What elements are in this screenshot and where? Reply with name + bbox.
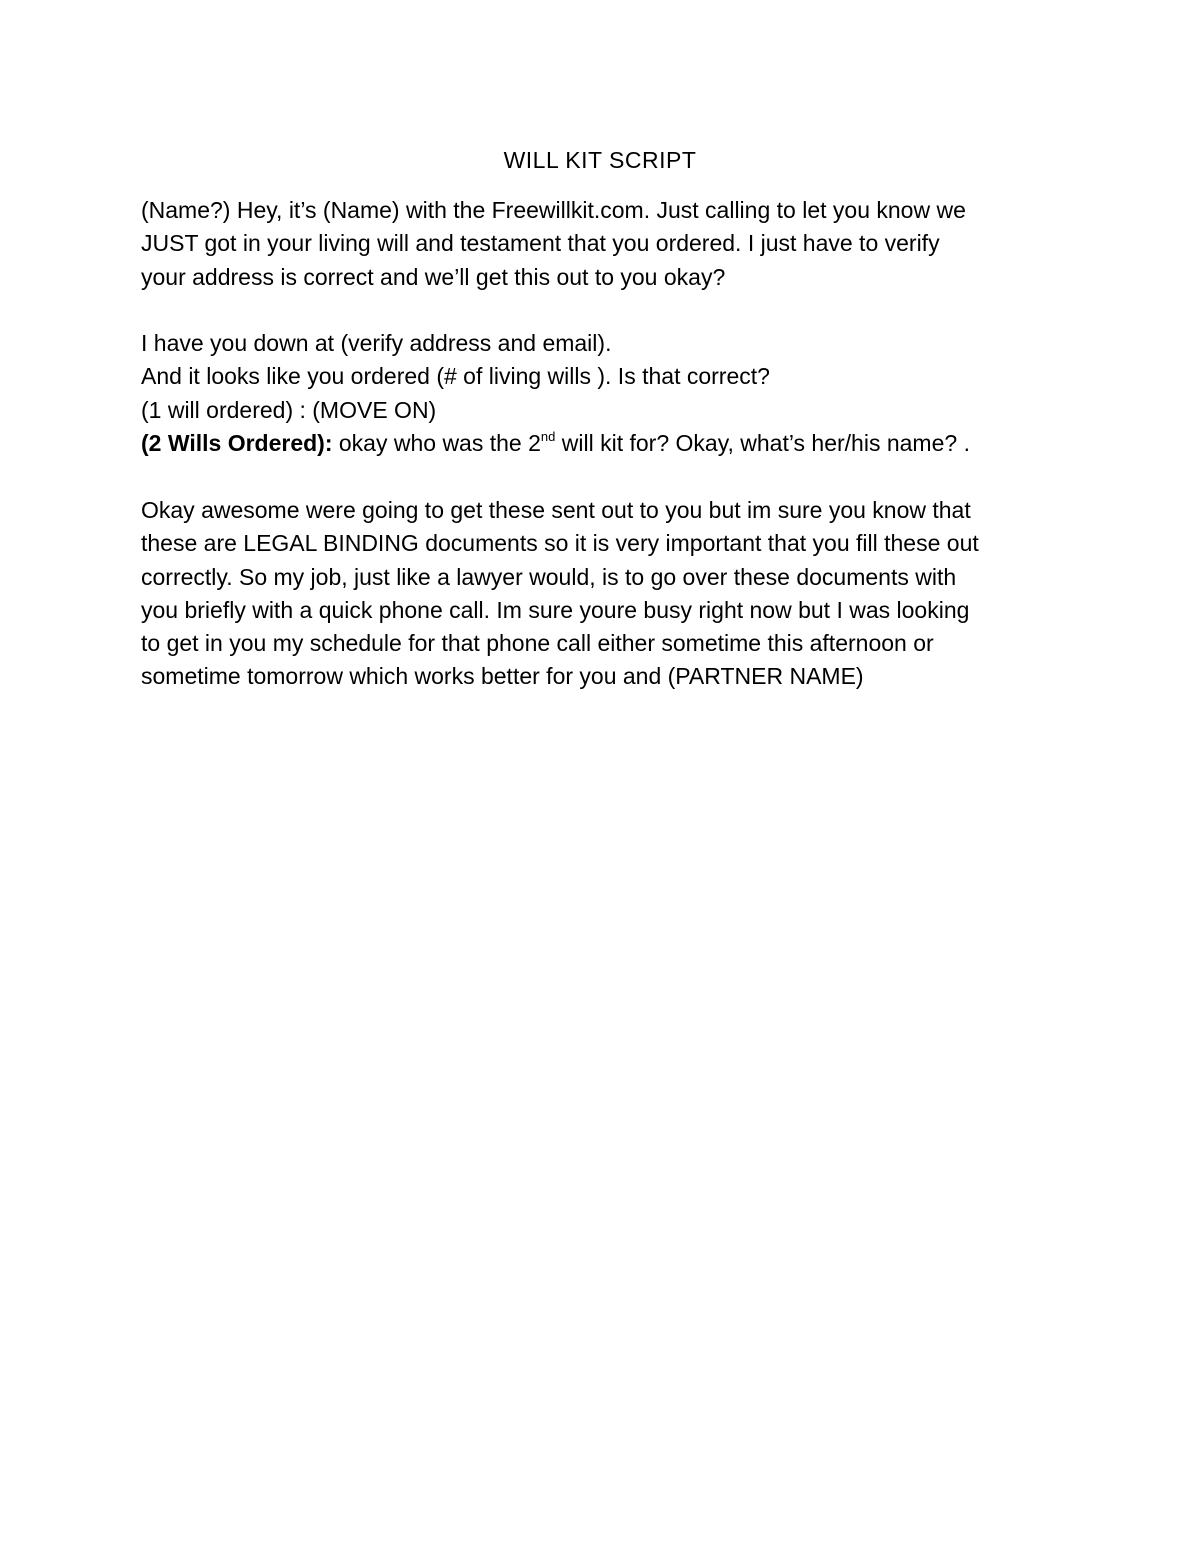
closing-line-4: you briefly with a quick phone call. Im sure youre busy right now but I was looking bbox=[141, 596, 970, 623]
intro-paragraph bbox=[141, 194, 1081, 294]
two-wills-label: (2 Wills Ordered): bbox=[141, 429, 333, 456]
wills-ordered-question-line: And it looks like you ordered (# of living wills ). Is that correct? bbox=[141, 363, 770, 390]
closing-line-1: Okay awesome were going to get these sent out to you but im sure you know that bbox=[141, 497, 971, 523]
closing-line-5: to get in you my schedule for that phone call either sometime this afternoon or bbox=[141, 630, 934, 657]
verify-address-line: I have you down at (verify address and email). bbox=[141, 330, 612, 356]
document-title: WILL KIT SCRIPT bbox=[503, 147, 697, 173]
intro-line-2: JUST got in your living will and testament that you ordered. I just have to verify bbox=[141, 230, 940, 257]
two-wills-text-end: will kit for? Okay, what’s her/his name? . bbox=[555, 429, 970, 456]
verification-paragraph bbox=[141, 327, 1081, 460]
closing-line-3: correctly. So my job, just like a lawyer would, is to go over these documents with bbox=[141, 563, 957, 590]
one-will-line: (1 will ordered) : (MOVE ON) bbox=[141, 396, 437, 423]
intro-line-1: (Name?) Hey, it’s (Name) with the Freewillkit.com. Just calling to let you know we bbox=[141, 197, 966, 223]
two-wills-text-start: okay who was the 2 bbox=[332, 429, 541, 456]
intro-line-3: your address is correct and we’ll get this out to you okay? bbox=[141, 263, 726, 290]
closing-line-2: these are LEGAL BINDING documents so it is very important that you fill these out bbox=[141, 530, 979, 557]
closing-paragraph bbox=[141, 494, 1081, 694]
ordinal-suffix: nd bbox=[540, 428, 556, 444]
closing-line-6: sometime tomorrow which works better for you and (PARTNER NAME) bbox=[141, 663, 864, 690]
two-wills-line bbox=[141, 427, 1081, 460]
